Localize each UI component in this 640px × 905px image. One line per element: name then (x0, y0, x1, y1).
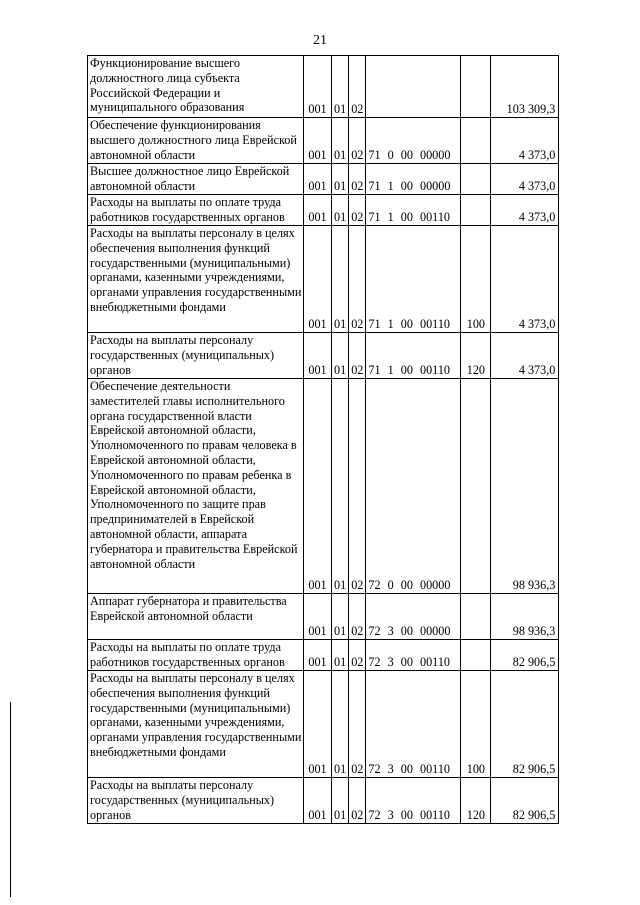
ved-code: 001 (304, 226, 332, 333)
row-name: Обеспечение функционирования высшего должностного лица Еврейской автономной области (88, 118, 304, 164)
ved-code: 001 (304, 333, 332, 379)
row-name: Функционирование высшего должностного лица субъекта Российской Федерации и муниципального образования (88, 56, 304, 118)
expense-type-code: 100 (461, 671, 491, 778)
amount: 4 373,0 (491, 118, 559, 164)
table-row (88, 118, 559, 164)
target-article-code: 72 3 00 00000 (366, 594, 461, 640)
target-article-code: 71 0 00 00000 (366, 118, 461, 164)
subsection-code: 02 (349, 56, 366, 118)
section-code: 01 (332, 226, 349, 333)
ved-code: 001 (304, 594, 332, 640)
expense-type-code: 100 (461, 226, 491, 333)
budget-table (87, 55, 559, 824)
target-article-code: 71 1 00 00110 (366, 333, 461, 379)
expense-type-code (461, 118, 491, 164)
target-article-code: 71 1 00 00110 (366, 195, 461, 226)
amount: 82 906,5 (491, 778, 559, 824)
section-code: 01 (332, 594, 349, 640)
ved-code: 001 (304, 118, 332, 164)
subsection-code: 02 (349, 594, 366, 640)
table-row (88, 333, 559, 379)
target-article-code: 72 3 00 00110 (366, 640, 461, 671)
amount: 82 906,5 (491, 640, 559, 671)
amount: 98 936,3 (491, 379, 559, 594)
table-row (88, 164, 559, 195)
expense-type-code (461, 195, 491, 226)
ved-code: 001 (304, 56, 332, 118)
subsection-code: 02 (349, 333, 366, 379)
expense-type-code (461, 594, 491, 640)
ved-code: 001 (304, 164, 332, 195)
target-article-code: 72 3 00 00110 (366, 778, 461, 824)
margin-line (10, 702, 11, 897)
table-row (88, 594, 559, 640)
expense-type-code (461, 56, 491, 118)
expense-type-code (461, 164, 491, 195)
table-row (88, 379, 559, 594)
target-article-code: 71 1 00 00000 (366, 164, 461, 195)
row-name: Расходы на выплаты персоналу в целях обеспечения выполнения функций государственными (муниципальными) органами, казенными учреждениями, органами управления государственными внебюджетными фондами (88, 226, 304, 333)
row-name: Обеспечение деятельности заместителей главы исполнительного органа государственной власти Еврейской автономной области, Уполномоченного по правам человека в Еврейской автономной области, Уполномоченного по правам ребенка в Еврейской автономной области, Уполномоченного по защите прав предпринимателей в Еврейской автономной области, аппарата губернатора и правительства Еврейской автономной области (88, 379, 304, 594)
target-article-code (366, 56, 461, 118)
table-row (88, 226, 559, 333)
amount: 4 373,0 (491, 333, 559, 379)
section-code: 01 (332, 333, 349, 379)
section-code: 01 (332, 671, 349, 778)
subsection-code: 02 (349, 195, 366, 226)
table-row (88, 778, 559, 824)
table-row (88, 671, 559, 778)
subsection-code: 02 (349, 164, 366, 195)
row-name: Аппарат губернатора и правительства Еврейской автономной области (88, 594, 304, 640)
expense-type-code (461, 640, 491, 671)
row-name: Расходы на выплаты по оплате труда работников государственных органов (88, 640, 304, 671)
section-code: 01 (332, 118, 349, 164)
table-row (88, 56, 559, 118)
expense-type-code: 120 (461, 333, 491, 379)
subsection-code: 02 (349, 379, 366, 594)
target-article-code: 72 0 00 00000 (366, 379, 461, 594)
row-name: Расходы на выплаты персоналу государственных (муниципальных) органов (88, 333, 304, 379)
table-row (88, 195, 559, 226)
amount: 4 373,0 (491, 195, 559, 226)
amount: 4 373,0 (491, 226, 559, 333)
target-article-code: 71 1 00 00110 (366, 226, 461, 333)
amount: 4 373,0 (491, 164, 559, 195)
row-name: Расходы на выплаты персоналу государственных (муниципальных) органов (88, 778, 304, 824)
section-code: 01 (332, 164, 349, 195)
subsection-code: 02 (349, 778, 366, 824)
subsection-code: 02 (349, 118, 366, 164)
section-code: 01 (332, 640, 349, 671)
section-code: 01 (332, 778, 349, 824)
ved-code: 001 (304, 195, 332, 226)
row-name: Расходы на выплаты по оплате труда работников государственных органов (88, 195, 304, 226)
section-code: 01 (332, 195, 349, 226)
amount: 103 309,3 (491, 56, 559, 118)
expense-type-code: 120 (461, 778, 491, 824)
target-article-code: 72 3 00 00110 (366, 671, 461, 778)
amount: 82 906,5 (491, 671, 559, 778)
subsection-code: 02 (349, 671, 366, 778)
ved-code: 001 (304, 778, 332, 824)
row-name: Высшее должностное лицо Еврейской автономной области (88, 164, 304, 195)
row-name: Расходы на выплаты персоналу в целях обеспечения выполнения функций государственными (муниципальными) органами, казенными учреждениями, органами управления государственными внебюджетными фондами (88, 671, 304, 778)
section-code: 01 (332, 56, 349, 118)
table-row (88, 640, 559, 671)
subsection-code: 02 (349, 640, 366, 671)
page-number: 21 (313, 33, 327, 48)
subsection-code: 02 (349, 226, 366, 333)
expense-type-code (461, 379, 491, 594)
section-code: 01 (332, 379, 349, 594)
ved-code: 001 (304, 379, 332, 594)
ved-code: 001 (304, 671, 332, 778)
amount: 98 936,3 (491, 594, 559, 640)
ved-code: 001 (304, 640, 332, 671)
